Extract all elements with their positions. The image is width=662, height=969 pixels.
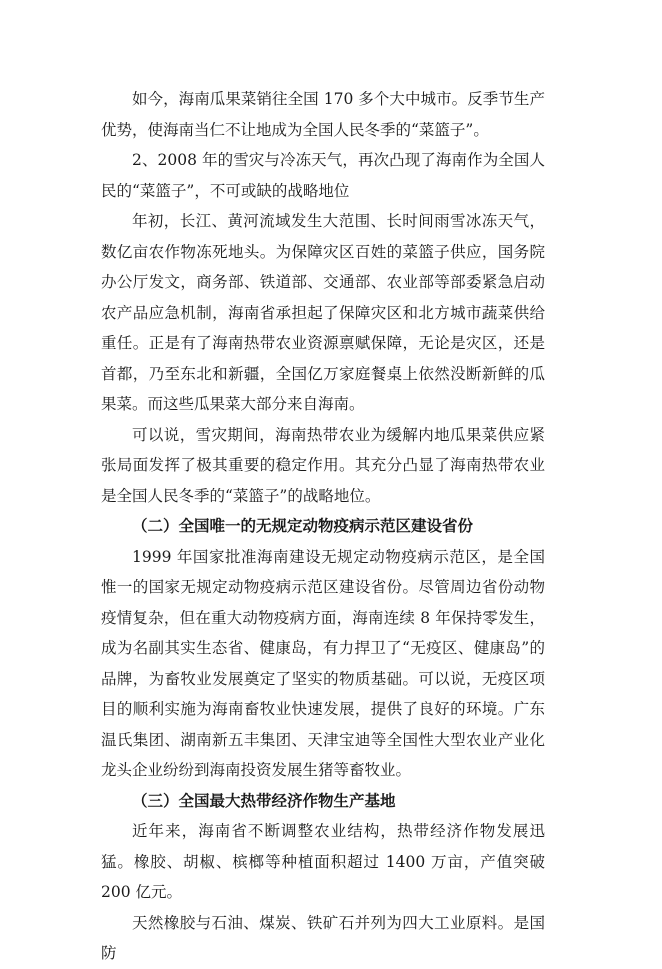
paragraph-snow-disaster-summary: 可以说，雪灾期间，海南热带农业为缓解内地瓜果菜供应紧张局面发挥了极其重要的稳定作用。其充分凸显了海南热带农业是全国人民冬季的“菜篮子”的战略地位。: [101, 425, 545, 505]
section-heading-disease-free-zone: （二）全国唯一的无规定动物疫病示范区建设省份: [132, 517, 474, 535]
paragraph-vegetable-market: 如今，海南瓜果菜销往全国 170 多个大中城市。反季节生产优势，使海南当仁不让地成为全国人民冬季的“菜篮子”。: [101, 90, 545, 139]
paragraph-snow-disaster-subtitle: 2、2008 年的雪灾与冷冻天气，再次凸现了海南作为全国人民的“菜篮子”，不可或缺的战略地位: [101, 151, 545, 200]
document-page: [101, 84, 545, 969]
paragraph-natural-rubber: 天然橡胶与石油、煤炭、铁矿石并列为四大工业原料。是国防: [101, 913, 545, 962]
paragraph-disease-free-zone: 1999 年国家批准海南建设无规定动物疫病示范区，是全国惟一的国家无规定动物疫病示范区建设省份。尽管周边省份动物疫情复杂，但在重大动物疫病方面，海南连续 8 年保持零发生，成为名副其实生态省、健康岛，有力捍卫了“无疫区、健康岛”的品牌，为畜牧业发展奠定了坚实的物质基础。可以说，无疫区项目的顺利实施为海南畜牧业快速发展，提供了良好的环境。广东温氏集团、湖南新五丰集团、天津宝迪等全国性大型农业产业化龙头企业纷纷到海南投资发展生猪等畜牧业。: [101, 547, 545, 779]
paragraph-snow-disaster-detail: 年初，长江、黄河流域发生大范围、长时间雨雪冰冻天气，数亿亩农作物冻死地头。为保障灾区百姓的菜篮子供应，国务院办公厅发文，商务部、铁道部、交通部、农业部等部委紧急启动农产品应急机制，海南省承担起了保障灾区和北方城市蔬菜供给重任。正是有了海南热带农业资源禀赋保障，无论是灾区，还是首都，乃至东北和新疆，全国亿万家庭餐桌上依然没断新鲜的瓜果菜。而这些瓜果菜大部分来自海南。: [101, 212, 545, 413]
section-heading-tropical-crops: （三）全国最大热带经济作物生产基地: [132, 791, 396, 810]
paragraph-tropical-crops: 近年来，海南省不断调整农业结构，热带经济作物发展迅猛。橡胶、胡椒、槟榔等种植面积超过 1400 万亩，产值突破 200 亿元。: [101, 822, 545, 901]
